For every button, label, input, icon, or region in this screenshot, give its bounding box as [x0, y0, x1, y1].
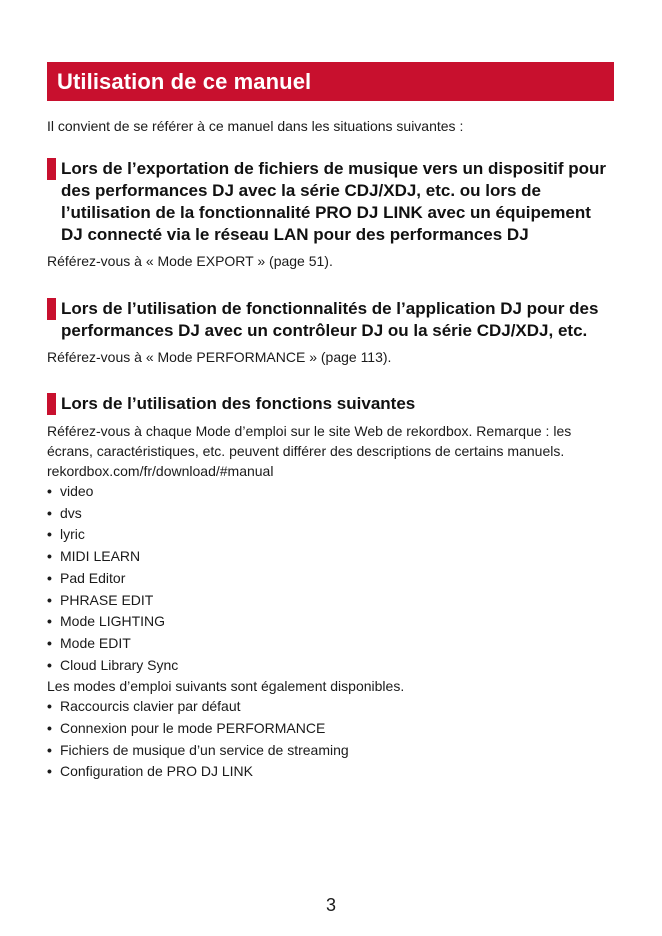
- section-heading-text: Lors de l’utilisation des fonctions suivantes: [61, 394, 416, 413]
- list-item: • PHRASE EDIT: [47, 590, 614, 612]
- list-item: • MIDI LEARN: [47, 546, 614, 568]
- list-item: • lyric: [47, 524, 614, 546]
- list-item: • Fichiers de musique d’un service de streaming: [47, 740, 614, 762]
- heading-marker: [47, 393, 56, 415]
- section-heading-text: Lors de l’exportation de fichiers de musique vers un dispositif pour des performances DJ avec la série CDJ/XDJ, etc. ou lors de l’utilisation de la fonctionnalité PRO DJ LINK avec un équipement DJ connecté via le réseau LAN pour des performances DJ: [61, 159, 607, 244]
- bullet-icon: •: [47, 741, 52, 758]
- section-other-functions: [47, 393, 614, 783]
- list-item: • Configuration de PRO DJ LINK: [47, 761, 614, 783]
- section-heading-text: Lors de l’utilisation de fonctionnalités de l’application DJ pour des performances DJ avec un contrôleur DJ ou la série CDJ/XDJ, etc.: [61, 299, 599, 340]
- bullet-icon: •: [47, 656, 52, 673]
- additional-manual-list: [47, 696, 614, 783]
- section-heading: [47, 298, 614, 342]
- bullet-icon: •: [47, 698, 52, 715]
- list-item: • video: [47, 481, 614, 503]
- bullet-icon: •: [47, 483, 52, 499]
- bullet-icon: •: [47, 720, 52, 737]
- bullet-icon: •: [47, 526, 52, 543]
- page-content: [47, 62, 614, 783]
- section-heading: [47, 158, 614, 246]
- manual-url-link[interactable]: rekordbox.com/fr/download/#manual: [47, 463, 274, 479]
- bullet-icon: •: [47, 613, 52, 630]
- list-item: • Raccourcis clavier par défaut: [47, 696, 614, 718]
- bullet-icon: •: [47, 569, 52, 586]
- section-description: Référez-vous à chaque Mode d’emploi sur le site Web de rekordbox. Remarque : les écrans, caractéristiques, etc. peuvent différer des descriptions de certains manuels.: [47, 423, 572, 459]
- intro-text: Il convient de se référer à ce manuel dans les situations suivantes :: [47, 118, 464, 134]
- heading-marker: [47, 298, 56, 320]
- bullet-icon: •: [47, 634, 52, 651]
- bullet-icon: •: [47, 504, 52, 521]
- section-export: [47, 158, 614, 272]
- list-item: • Pad Editor: [47, 568, 614, 590]
- list-item: • Mode LIGHTING: [47, 611, 614, 633]
- bullet-icon: •: [47, 591, 52, 608]
- list-item: • Connexion pour le mode PERFORMANCE: [47, 718, 614, 740]
- section-performance: [47, 298, 614, 368]
- manual-list: [47, 481, 614, 676]
- bullet-icon: •: [47, 763, 52, 780]
- also-available-text: Les modes d’emploi suivants sont également disponibles.: [47, 678, 405, 695]
- section-heading: [47, 393, 614, 415]
- section-reference: Référez-vous à « Mode EXPORT » (page 51).: [47, 253, 333, 269]
- list-item: • dvs: [47, 503, 614, 525]
- list-item: • Mode EDIT: [47, 633, 614, 655]
- heading-marker: [47, 158, 56, 180]
- list-item: • Cloud Library Sync: [47, 655, 614, 677]
- bullet-icon: •: [47, 548, 52, 565]
- title-banner: [47, 62, 614, 101]
- page-number: 3: [325, 895, 336, 915]
- section-reference: Référez-vous à « Mode PERFORMANCE » (page 113).: [47, 349, 392, 365]
- page-title: Utilisation de ce manuel: [57, 68, 312, 94]
